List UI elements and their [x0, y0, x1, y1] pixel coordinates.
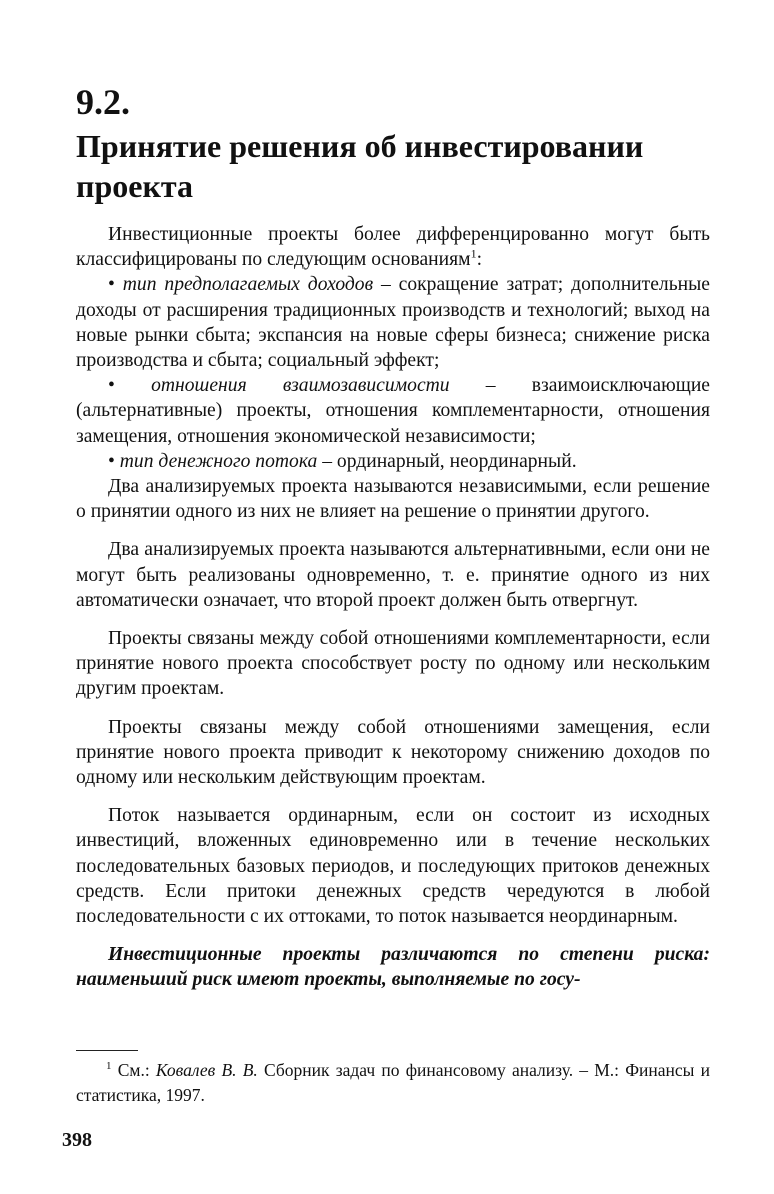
section-number: 9.2. [76, 82, 130, 122]
footnote-prefix: См.: [111, 1060, 156, 1080]
paragraph-risk: Инвестиционные проекты различаются по степени риска: наименьший риск имеют проекты, выполняемые по госу- [76, 944, 710, 991]
paragraph-alternative: Два анализируемых проекта называются альтернативными, если они не могут быть реализованы одновременно, т. е. принятие одного из них автоматически означает, что второй проект должен быть отвергнут. [76, 539, 710, 611]
list-item-term: тип денежного потока [119, 450, 318, 472]
list-item-text: – ординарный, неординарный. [317, 450, 577, 472]
list-item-text: – сокращение затрат; дополнительные доходы от расширения традиционных производств и технологий; выход на новые рынки сбыта; экспансия на новые сферы бизнеса; снижение риска производства и сбыта; социальный эффект; [76, 274, 710, 372]
footnote-author: Ковалев В. В. [155, 1060, 258, 1080]
paragraph-substitution: Проекты связаны между собой отношениями замещения, если принятие нового проекта приводит к некоторому снижению доходов по одному или нескольким действующим проектам. [76, 716, 710, 789]
footnote-divider [76, 1050, 138, 1051]
bullet-icon: • [108, 450, 115, 472]
intro-colon: : [476, 249, 483, 271]
footnote-mark: 1 [106, 1060, 112, 1073]
list-item-term: отношения взаимозависимости [151, 375, 450, 397]
list-item-term: тип предполагаемых доходов [122, 274, 374, 296]
paragraph-independent: Два анализируемых проекта называются независимыми, если решение о принятии одного из них не влияет на решение о принятии другого. [76, 476, 710, 523]
section-title: Принятие решения об инвестировании проекта [76, 128, 644, 204]
paragraph-complementary: Проекты связаны между собой отношениями комплементарности, если принятие нового проекта способствует росту по одному или нескольким другим проектам. [76, 628, 710, 700]
list-item [76, 272, 710, 373]
body-text [76, 222, 710, 993]
bullet-icon: • [108, 274, 115, 296]
list-item [76, 373, 710, 449]
footnote-text: Сборник задач по финансовому анализу. – М.: Финансы и статистика, 1997. [76, 1060, 711, 1105]
bullet-icon: • [108, 375, 115, 397]
intro-paragraph [76, 222, 710, 272]
intro-text: Инвестиционные проекты более дифференцированно могут быть классифицированы по следующим основаниям [76, 224, 710, 271]
list-item [76, 449, 710, 474]
footnote [76, 1058, 710, 1108]
footnote-reference: 1 [470, 246, 477, 261]
paragraph-ordinary-flow: Поток называется ординарным, если он состоит из исходных инвестиций, вложенных единовременно или в течение нескольких последовательных базовых периодов, и последующих притоков денежных средств. Если притоки денежных средств чередуются в любой последовательности с их оттоками, то поток называется неординарным. [76, 805, 710, 928]
list-item-text: – взаимоисключающие (альтернативные) проекты, отношения комплементарности, отношения замещения, отношения экономической независимости; [76, 375, 711, 447]
page-number: 398 [62, 1129, 92, 1151]
